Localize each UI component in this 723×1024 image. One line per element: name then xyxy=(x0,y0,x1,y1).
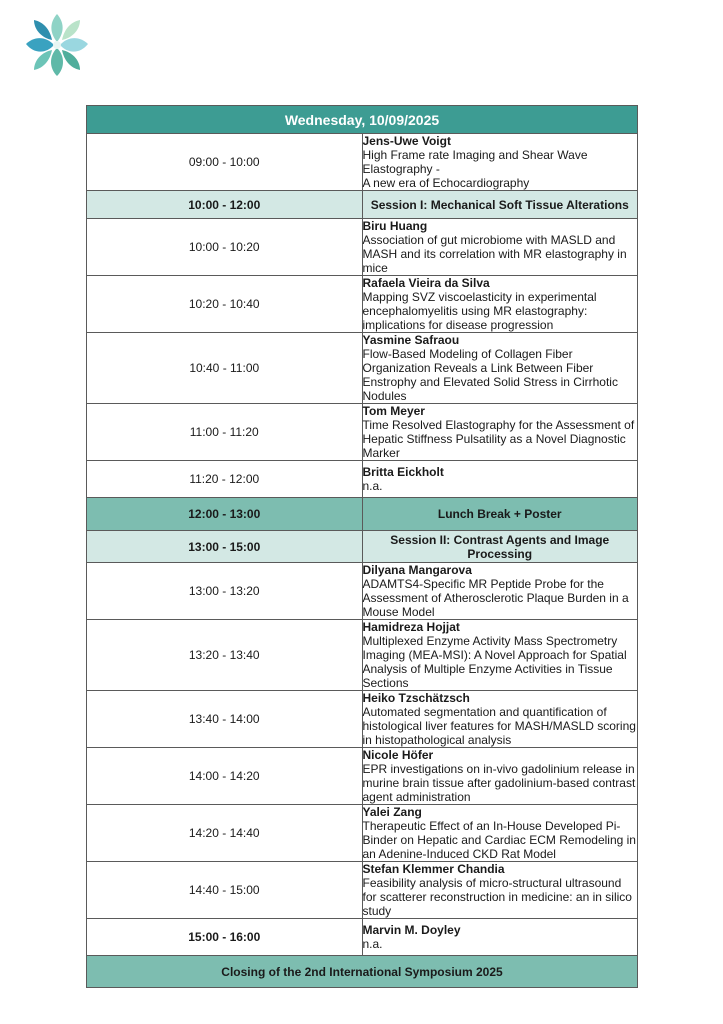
symposium-logo xyxy=(18,8,96,82)
logo-petals-icon xyxy=(26,14,88,76)
talk-title: Association of gut microbiome with MASLD and MASH and its correlation with MR elastography in mice xyxy=(362,233,627,275)
talk-row xyxy=(87,219,638,276)
lunch-break-row xyxy=(87,498,638,531)
talk-row xyxy=(87,404,638,461)
session-time: 13:00 - 15:00 xyxy=(87,531,363,563)
talk-cell xyxy=(362,461,638,498)
talk-row xyxy=(87,748,638,805)
talk-title: EPR investigations on in-vivo gadolinium release in murine brain tissue after gadolinium-based contrast agent administration xyxy=(362,762,636,804)
talk-title: Flow-Based Modeling of Collagen Fiber Organization Reveals a Link Between Fiber Enstrophy and Elevated Solid Stress in Cirrhotic Nodules xyxy=(362,347,618,403)
speaker-name: Britta Eickholt xyxy=(362,465,444,479)
talk-title: Feasibility analysis of micro-structural ultrasound for scatterer reconstruction in medicine: an in silico study xyxy=(362,876,632,918)
speaker-name: Dilyana Mangarova xyxy=(362,563,472,577)
schedule-table xyxy=(86,105,638,988)
day-header: Wednesday, 10/09/2025 xyxy=(87,106,638,134)
talk-time: 15:00 - 16:00 xyxy=(87,919,363,956)
talk-row xyxy=(87,563,638,620)
speaker-name: Biru Huang xyxy=(362,219,428,233)
talk-cell xyxy=(362,862,638,919)
talk-title: Mapping SVZ viscoelasticity in experimental encephalomyelitis using MR elastography: implications for disease progression xyxy=(362,290,597,332)
talk-row xyxy=(87,919,638,956)
speaker-name: Rafaela Vieira da Silva xyxy=(362,276,490,290)
talk-cell xyxy=(362,333,638,404)
speaker-name: Jens-Uwe Voigt xyxy=(362,134,451,148)
talk-cell xyxy=(362,620,638,691)
session-row xyxy=(87,531,638,563)
talk-time: 11:00 - 11:20 xyxy=(87,404,363,461)
talk-row xyxy=(87,134,638,191)
lunch-break-label: Lunch Break + Poster xyxy=(362,498,638,531)
talk-row xyxy=(87,620,638,691)
talk-title: n.a. xyxy=(362,937,383,951)
speaker-name: Yasmine Safraou xyxy=(362,333,460,347)
speaker-name: Tom Meyer xyxy=(362,404,425,418)
talk-time: 10:20 - 10:40 xyxy=(87,276,363,333)
talk-title: ADAMTS4-Specific MR Peptide Probe for the Assessment of Atherosclerotic Plaque Burden in a Mouse Model xyxy=(362,577,629,619)
talk-cell xyxy=(362,134,638,191)
talk-title: Multiplexed Enzyme Activity Mass Spectrometry Imaging (MEA-MSI): A Novel Approach for Spatial Analysis of Multiple Enzyme Activities in Tissue Sections xyxy=(362,634,627,690)
talk-cell xyxy=(362,276,638,333)
speaker-name: Stefan Klemmer Chandia xyxy=(362,862,505,876)
session-title: Session II: Contrast Agents and Image Processing xyxy=(362,531,638,563)
talk-title: High Frame rate Imaging and Shear Wave Elastography - A new era of Echocardiography xyxy=(362,148,588,190)
speaker-name: Heiko Tzschätzsch xyxy=(362,691,470,705)
talk-row xyxy=(87,461,638,498)
speaker-name: Nicole Höfer xyxy=(362,748,434,762)
talk-time: 11:20 - 12:00 xyxy=(87,461,363,498)
talk-row xyxy=(87,333,638,404)
session-title: Session I: Mechanical Soft Tissue Alterations xyxy=(362,191,638,219)
talk-title: Therapeutic Effect of an In-House Developed Pi-Binder on Hepatic and Cardiac ECM Remodeling in an Adenine-Induced CKD Rat Model xyxy=(362,819,636,861)
talk-cell xyxy=(362,219,638,276)
talk-row xyxy=(87,805,638,862)
session-time: 12:00 - 13:00 xyxy=(87,498,363,531)
talk-time: 13:20 - 13:40 xyxy=(87,620,363,691)
talk-time: 14:20 - 14:40 xyxy=(87,805,363,862)
talk-row xyxy=(87,691,638,748)
talk-time: 10:00 - 10:20 xyxy=(87,219,363,276)
talk-time: 10:40 - 11:00 xyxy=(87,333,363,404)
talk-cell xyxy=(362,404,638,461)
talk-time: 14:40 - 15:00 xyxy=(87,862,363,919)
closing-label: Closing of the 2nd International Symposium 2025 xyxy=(87,956,638,988)
talk-time: 09:00 - 10:00 xyxy=(87,134,363,191)
talk-cell xyxy=(362,919,638,956)
talk-title: Automated segmentation and quantification of histological liver features for MASH/MASLD scoring in histopathological analysis xyxy=(362,705,636,747)
session-time: 10:00 - 12:00 xyxy=(87,191,363,219)
talk-title: Time Resolved Elastography for the Assessment of Hepatic Stiffness Pulsatility as a Novel Diagnostic Marker xyxy=(362,418,635,460)
talk-time: 13:40 - 14:00 xyxy=(87,691,363,748)
talk-row xyxy=(87,276,638,333)
session-row xyxy=(87,191,638,219)
talk-row xyxy=(87,862,638,919)
talk-cell xyxy=(362,748,638,805)
talk-cell xyxy=(362,691,638,748)
closing-row xyxy=(87,956,638,988)
speaker-name: Marvin M. Doyley xyxy=(362,923,461,937)
talk-time: 14:00 - 14:20 xyxy=(87,748,363,805)
speaker-name: Hamidreza Hojjat xyxy=(362,620,460,634)
speaker-name: Yalei Zang xyxy=(362,805,422,819)
talk-time: 13:00 - 13:20 xyxy=(87,563,363,620)
day-header-row xyxy=(87,106,638,134)
talk-cell xyxy=(362,805,638,862)
talk-cell xyxy=(362,563,638,620)
talk-title: n.a. xyxy=(362,479,383,493)
